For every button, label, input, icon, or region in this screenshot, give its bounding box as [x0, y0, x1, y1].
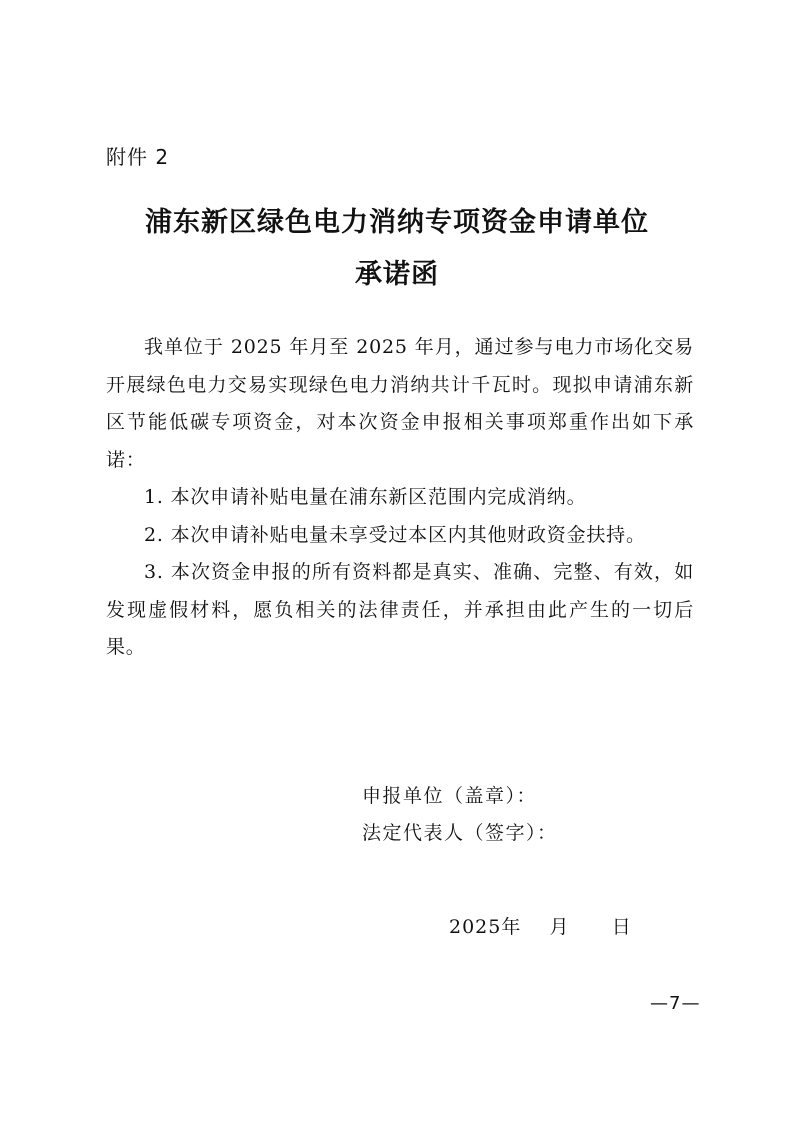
legal-representative-signature-line: 法定代表人（签字）：: [362, 822, 558, 844]
document-title-line-2: 承诺函: [355, 259, 439, 290]
intro-paragraph: 我单位于 2025 年月至 2025 年月，通过参与电力市场化交易开展绿色电力交易实现绿色电力消纳共计千瓦时。现拟申请浦东新区节能低碳专项资金，对本次资金申报相关事项郑重作出如下承诺：: [106, 336, 694, 471]
commitment-item-3: 3. 本次资金申报的所有资料都是真实、准确、完整、有效，如发现虚假材料，愿负相关的法律责任，并承担由此产生的一切后果。: [106, 561, 694, 658]
commitment-item-1: 1. 本次申请补贴电量在浦东新区范围内完成消纳。: [144, 486, 587, 508]
document-title: 浦东新区绿色电力消纳专项资金申请单位: [145, 207, 649, 238]
commitment-item-2: 2. 本次申请补贴电量未享受过本区内其他财政资金扶持。: [144, 523, 646, 546]
date-line: 2025年 月 日: [449, 916, 632, 938]
page-number: —7—: [650, 993, 701, 1014]
document-body: [106, 329, 694, 667]
attachment-label: 附件 2: [106, 145, 170, 169]
applicant-unit-seal-line: 申报单位（盖章）：: [362, 785, 538, 807]
